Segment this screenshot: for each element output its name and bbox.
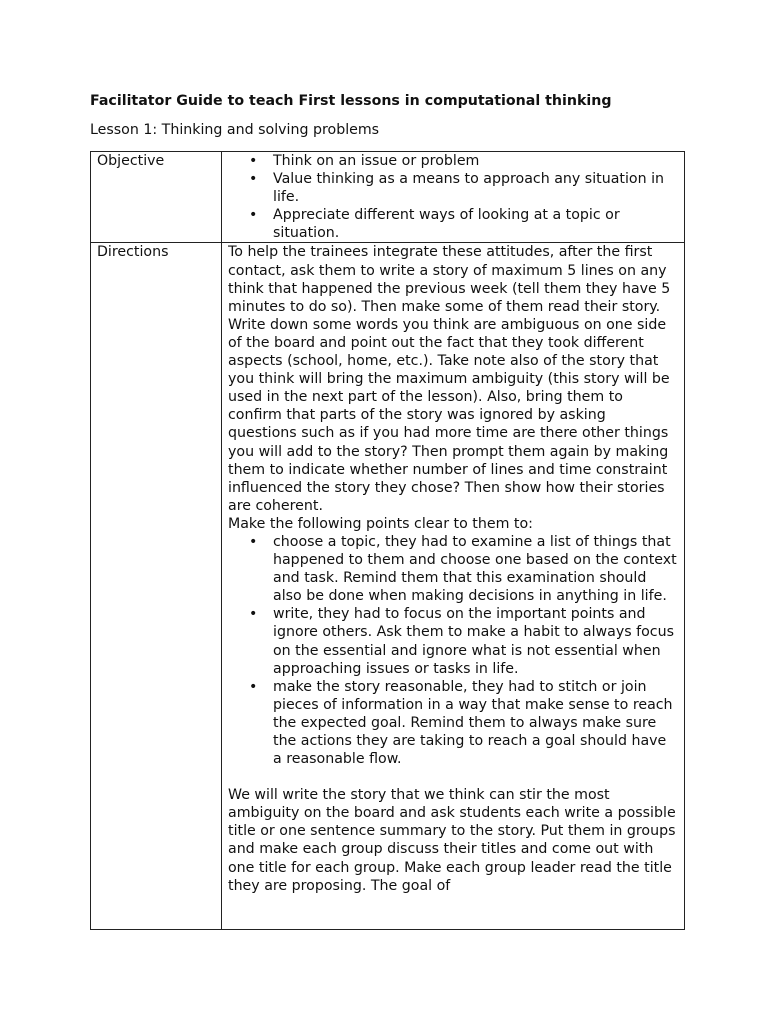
directions-body bbox=[228, 243, 678, 929]
bullet-icon: • bbox=[249, 207, 258, 224]
list-item bbox=[249, 678, 678, 768]
list-item bbox=[249, 152, 678, 170]
lesson-heading: Lesson 1: Thinking and solving problems bbox=[90, 122, 380, 138]
objective-list bbox=[228, 152, 678, 242]
directions-row bbox=[91, 243, 685, 930]
objective-label: Objective bbox=[91, 152, 222, 243]
points-list bbox=[228, 533, 678, 768]
list-item bbox=[249, 605, 678, 677]
list-item bbox=[249, 206, 678, 242]
document-title: Facilitator Guide to teach First lessons in computational thinking bbox=[90, 93, 612, 109]
bullet-icon: • bbox=[249, 533, 258, 550]
directions-closing: We will write the story that we think can stir the most ambiguity on the board and ask students each write a possible title or one sentence summary to the story. Put them in groups and make each group discuss their titles and come out with one title for each group. Make each group leader read the title they are proposing. The goal of bbox=[228, 787, 676, 894]
directions-intro: To help the trainees integrate these attitudes, after the first contact, ask them to write a story of maximum 5 lines on any think that happened the previous week (tell them they have 5 minutes to do so). Then make some of them read their story. Write down some words you think are ambiguous on one side of the board and point out the fact that they took different aspects (school, home, etc.). Take note also of the story that you think will bring the maximum ambiguity (this story will be used in the next part of the lesson). Also, bring them to confirm that parts of the story was ignored by asking questions such as if you had more time are there other things you will add to the story? Then prompt them again by making them to indicate whether number of lines and time constraint influenced the story they chose? Then show how their stories are coherent. bbox=[228, 244, 671, 514]
points-intro: Make the following points clear to them to: bbox=[228, 515, 533, 532]
bullet-icon: • bbox=[249, 678, 258, 695]
bullet-icon: • bbox=[249, 606, 258, 623]
point-text: choose a topic, they had to examine a list of things that happened to them and choose one based on the context and task. Remind them that this examination should also be done when making decisions in anything in life. bbox=[273, 533, 677, 605]
point-text: write, they had to focus on the important points and ignore others. Ask them to make a habit to always focus on the essential and ignore what is not essential when approaching issues or tasks in life. bbox=[273, 606, 674, 677]
objective-item-text: Think on an issue or problem bbox=[273, 153, 480, 169]
directions-content bbox=[222, 243, 685, 930]
objective-item-text: Appreciate different ways of looking at a topic or situation. bbox=[273, 207, 620, 242]
objective-content bbox=[222, 152, 685, 243]
point-text: make the story reasonable, they had to stitch or join pieces of information in a way that make sense to reach the expected goal. Remind them to always make sure the actions they are taking to reach a goal should have a reasonable flow. bbox=[273, 678, 673, 768]
list-item bbox=[249, 170, 678, 206]
bullet-icon: • bbox=[249, 153, 258, 169]
paragraph-spacer bbox=[228, 768, 678, 786]
directions-label: Directions bbox=[91, 243, 222, 930]
document-page bbox=[90, 92, 678, 930]
list-item bbox=[249, 533, 678, 605]
objective-item-text: Value thinking as a means to approach any situation in life. bbox=[273, 171, 665, 206]
bullet-icon: • bbox=[249, 171, 258, 188]
objective-row bbox=[91, 152, 685, 243]
lesson-table bbox=[90, 151, 685, 930]
